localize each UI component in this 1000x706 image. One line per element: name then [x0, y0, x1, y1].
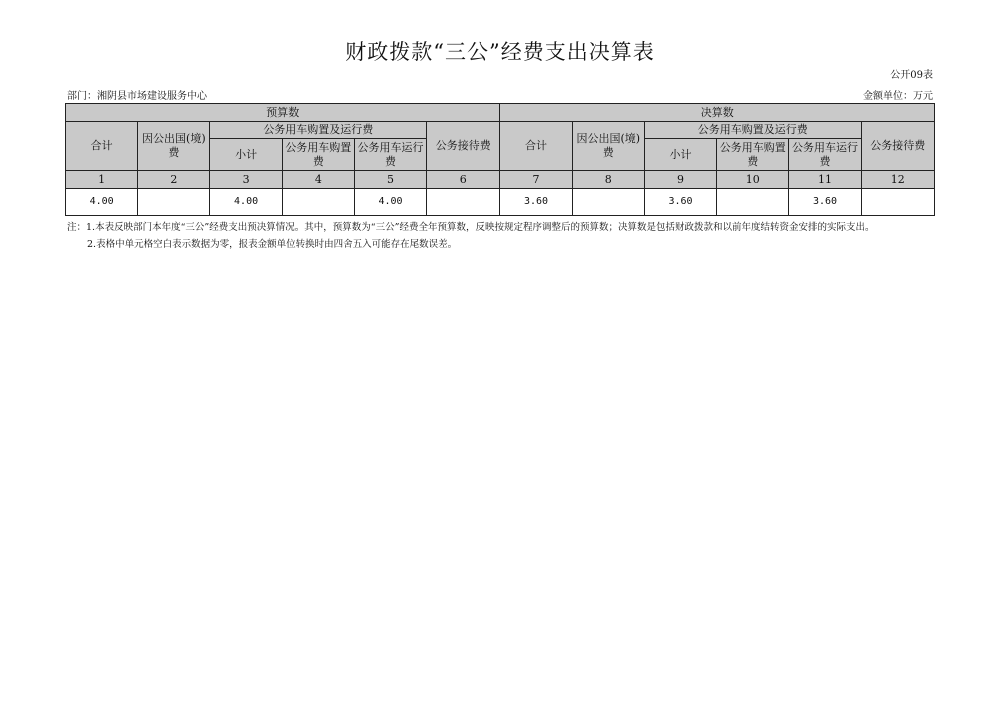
form-number: 公开09表: [890, 70, 933, 81]
column-number: 1: [66, 171, 138, 189]
budget-abroad-header: 因公出国(境)费: [138, 122, 210, 171]
final-abroad-header: 因公出国(境)费: [572, 122, 644, 171]
final-vehicle-operation-value: 3.60: [789, 189, 861, 216]
column-number: 12: [861, 171, 934, 189]
column-number: 8: [572, 171, 644, 189]
notes: [67, 222, 933, 251]
three-public-expenses-table: [65, 103, 935, 216]
amount-unit-label: 金额单位：万元: [863, 91, 933, 102]
final-subtotal-value: 3.60: [644, 189, 716, 216]
final-subtotal-header: 小计: [644, 139, 716, 171]
budget-group-header: 预算数: [66, 104, 500, 122]
final-vehicle-purchase-header: 公务用车购置费: [717, 139, 789, 171]
budget-vehicle-purchase-value: [282, 189, 354, 216]
column-number: 2: [138, 171, 210, 189]
final-vehicle-operation-header: 公务用车运行费: [789, 139, 861, 171]
column-number: 4: [282, 171, 354, 189]
final-reception-header: 公务接待费: [861, 122, 934, 171]
final-total-header: 合计: [500, 122, 572, 171]
column-number: 6: [427, 171, 500, 189]
budget-vehicle-group-header: 公务用车购置及运行费: [210, 122, 427, 139]
column-number: 5: [354, 171, 426, 189]
page-title: 财政拨款“三公”经费支出决算表: [345, 40, 655, 64]
budget-reception-header: 公务接待费: [427, 122, 500, 171]
final-abroad-value: [572, 189, 644, 216]
budget-vehicle-purchase-header: 公务用车购置费: [282, 139, 354, 171]
note-2: 2.表格中单元格空白表示数据为零，报表金额单位转换时由四舍五入可能存在尾数误差。: [87, 239, 458, 250]
budget-vehicle-operation-value: 4.00: [354, 189, 426, 216]
budget-total-value: 4.00: [66, 189, 138, 216]
budget-reception-value: [427, 189, 500, 216]
budget-subtotal-header: 小计: [210, 139, 282, 171]
final-vehicle-group-header: 公务用车购置及运行费: [644, 122, 861, 139]
final-group-header: 决算数: [500, 104, 935, 122]
column-number: 9: [644, 171, 716, 189]
budget-abroad-value: [138, 189, 210, 216]
note-1: 注：1.本表反映部门本年度“三公”经费支出预决算情况。其中，预算数为“三公”经费全年预算数，反映按规定程序调整后的预算数；决算数是包括财政拨款和以前年度结转资金安排的实际支出。: [67, 222, 875, 233]
department-label: 部门：湘阴县市场建设服务中心: [67, 91, 207, 102]
column-number: 7: [500, 171, 572, 189]
column-number: 3: [210, 171, 282, 189]
final-total-value: 3.60: [500, 189, 572, 216]
column-number: 10: [717, 171, 789, 189]
budget-subtotal-value: 4.00: [210, 189, 282, 216]
column-number: 11: [789, 171, 861, 189]
final-vehicle-purchase-value: [717, 189, 789, 216]
data-row: [66, 189, 935, 216]
budget-vehicle-operation-header: 公务用车运行费: [354, 139, 426, 171]
budget-total-header: 合计: [66, 122, 138, 171]
final-reception-value: [861, 189, 934, 216]
